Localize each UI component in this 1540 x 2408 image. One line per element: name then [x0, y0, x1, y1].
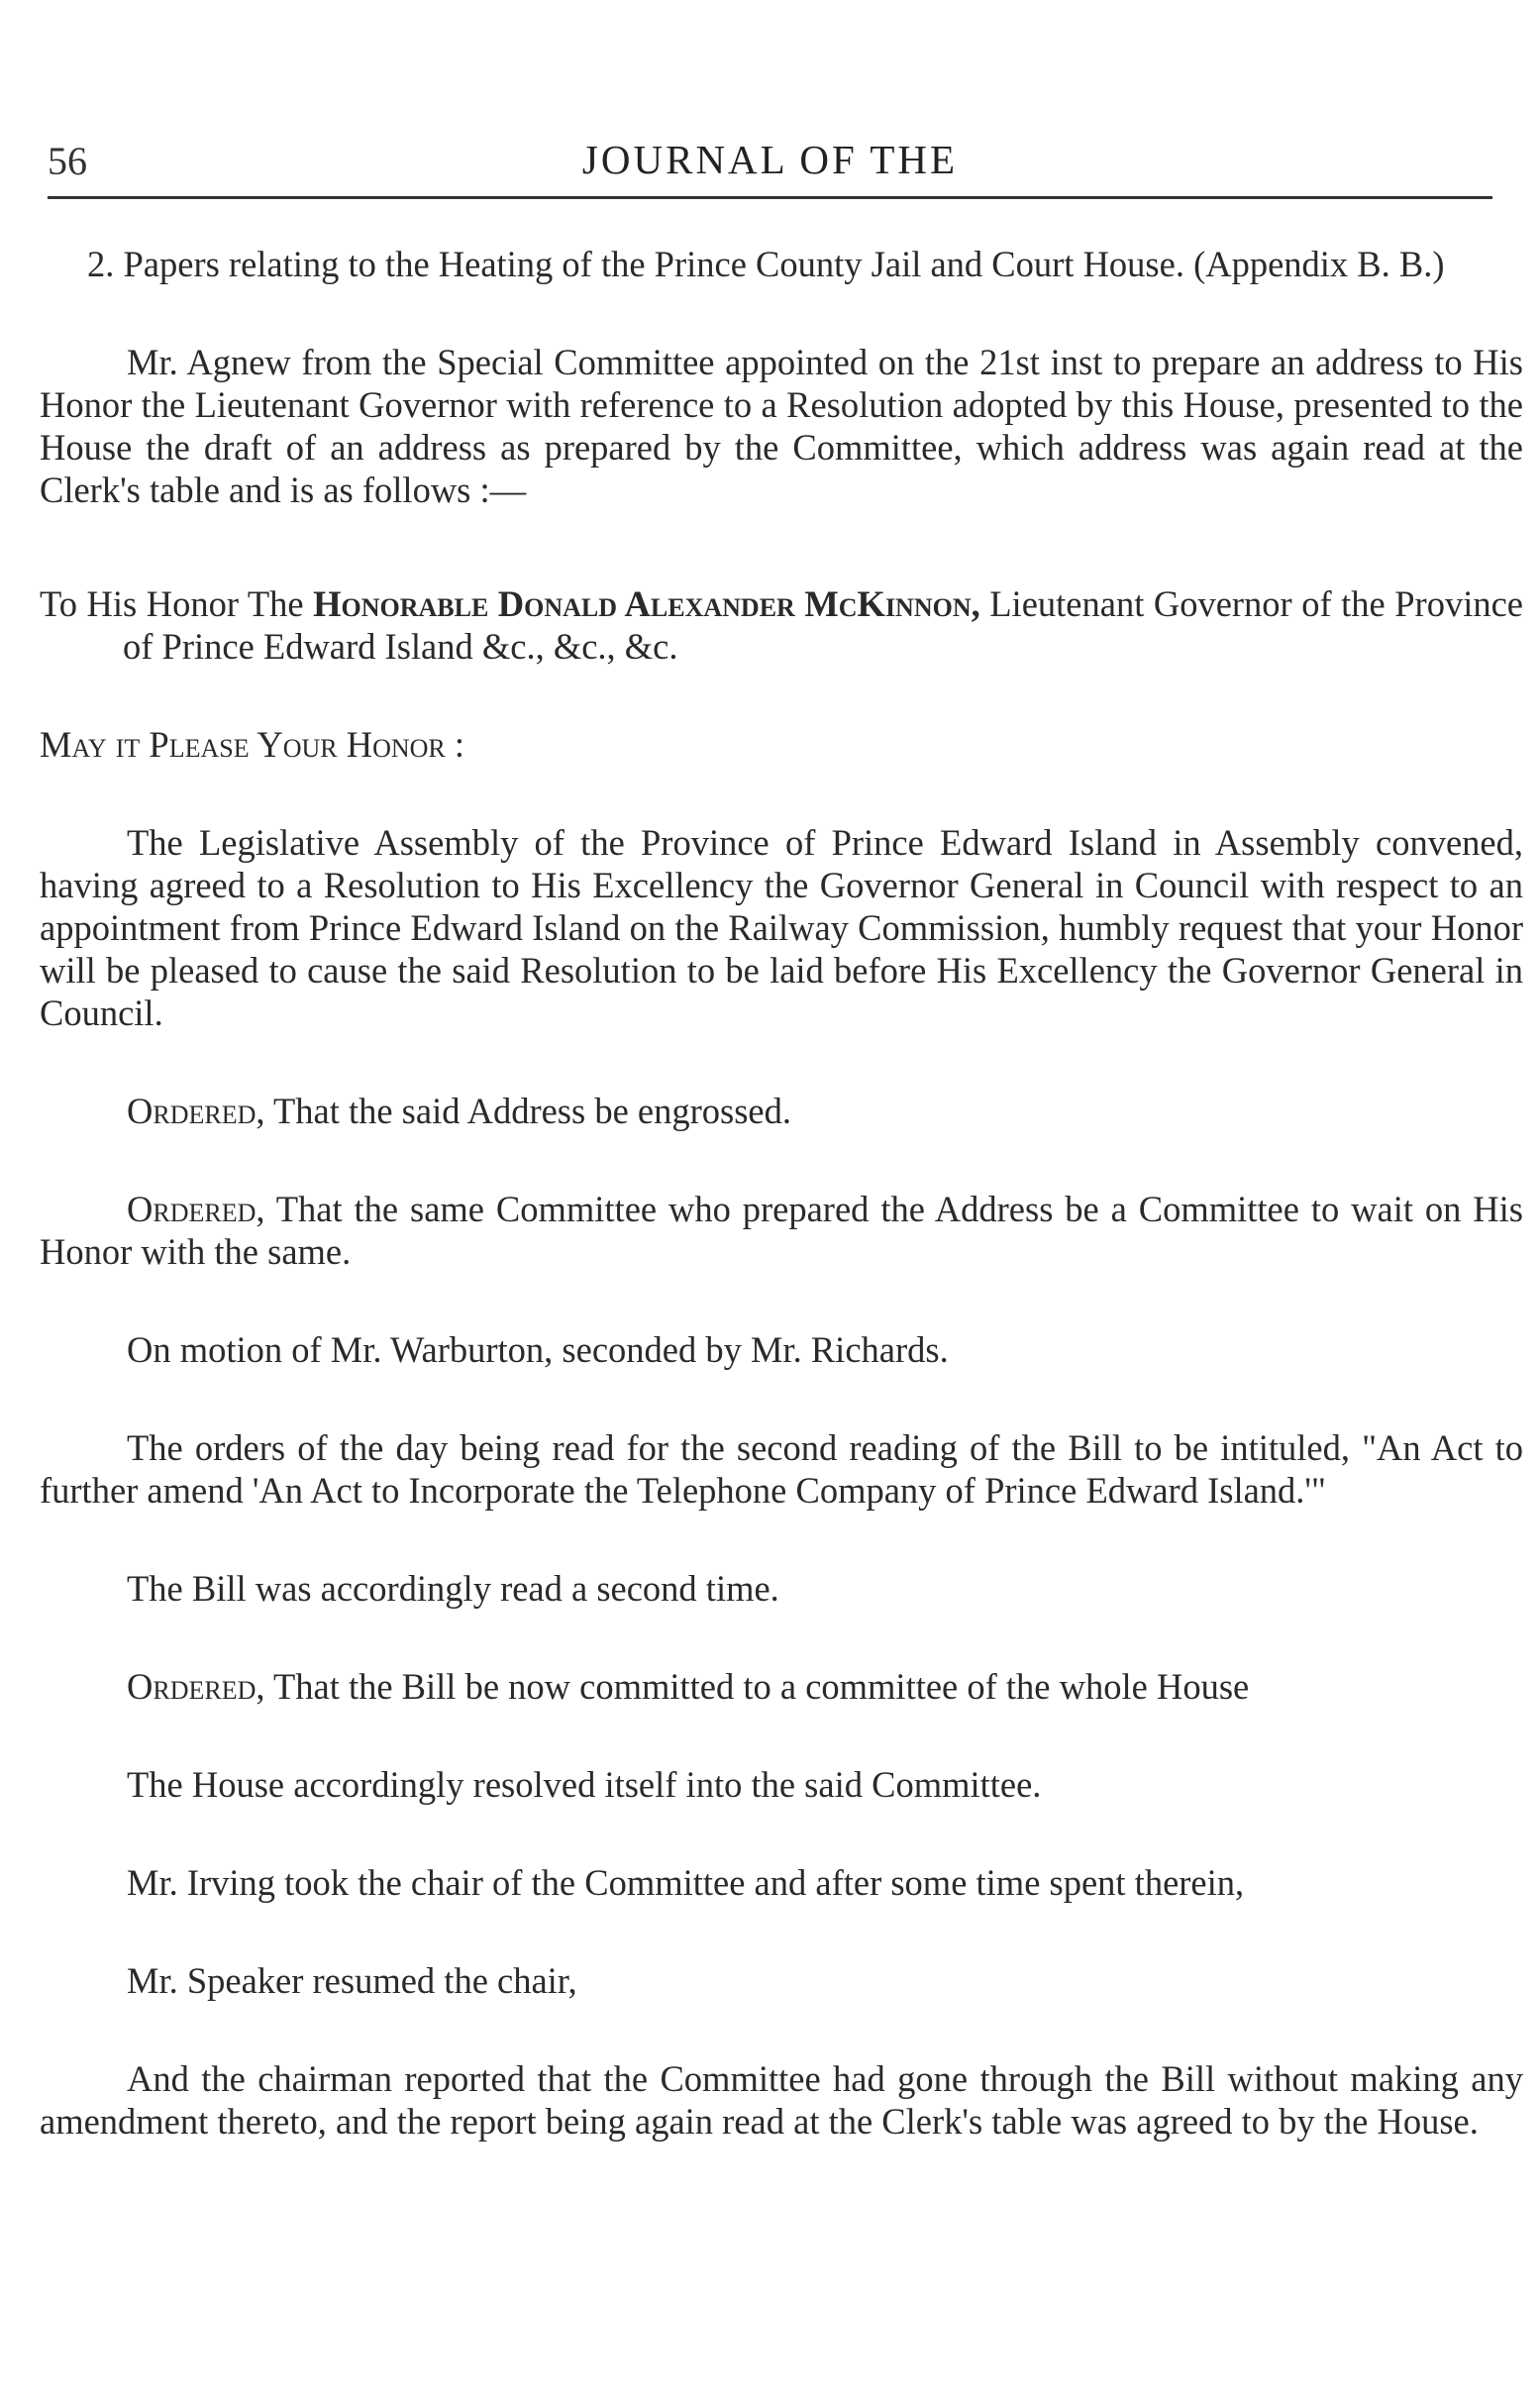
ordered-text: That the same Committee who prepared the Address be a Committee to wait on His Honor with the same.: [40, 1189, 1523, 1272]
paragraph-motion: On motion of Mr. Warburton, seconded by Mr. Richards.: [127, 1329, 949, 1370]
paragraph-ordered-engrossed: [40, 1090, 1523, 1132]
paragraph-ordered-committee: [40, 1188, 1523, 1273]
paragraph-ordered-whole-house: [40, 1665, 1523, 1708]
paragraph-speaker-resumed: Mr. Speaker resumed the chair,: [127, 1960, 577, 2001]
paragraph-address-body: The Legislative Assembly of the Province of Prince Edward Island in Assembly convened, having agreed to a Resolution to His Excellency the Governor General in Council with respect to an appointment from Prince Edward Island on the Railway Commission, humbly request that your Honor will be pleased to cause the said Resolution to be laid before His Excellency the Governor General in Council.: [40, 822, 1523, 1033]
paragraph-second-reading: The orders of the day being read for the second reading of the Bill to be intituled, "An Act to further amend 'An Act to Incorporate the Telephone Company of Prince Edward Island.'": [40, 1427, 1523, 1511]
paragraph-irving-chair: Mr. Irving took the chair of the Committee and after some time spent therein,: [127, 1862, 1245, 1903]
page-header: [48, 124, 1492, 193]
ordered-text: That the Bill be now committed to a committee of the whole House: [264, 1666, 1250, 1707]
paragraph-bill-read: The Bill was accordingly read a second time.: [127, 1568, 779, 1609]
address-prefix: To His Honor The: [40, 583, 314, 624]
running-title: JOURNAL OF THE: [581, 137, 959, 182]
ordered-label: Ordered,: [127, 1189, 265, 1229]
paragraph-resolved: The House accordingly resolved itself into the said Committee.: [127, 1764, 1042, 1805]
paragraph-chairman-report: And the chairman reported that the Committee had gone through the Bill without making any amendment thereto, and the report being again read at the Clerk's table was agreed to by the House.: [40, 2058, 1523, 2142]
ordered-label: Ordered,: [127, 1091, 265, 1131]
lieutenant-governor-name: Honorable Donald Alexander McKinnon,: [313, 583, 980, 624]
paragraph-agnew-report: Mr. Agnew from the Special Committee appointed on the 21st inst to prepare an address to His Honor the Lieutenant Governor with reference to a Resolution adopted by this House, presented to the House the draft of an address as prepared by the Committee, which address was again read at the Clerk's table and is as follows :—: [40, 342, 1523, 510]
address-suffix: Lieutenant Governor of the Province of Prince Edward Island &c., &c., &c.: [123, 583, 1523, 667]
salutation: May it Please Your Honor :: [40, 724, 465, 765]
ordered-text: That the said Address be engrossed.: [264, 1091, 791, 1131]
ordered-label: Ordered,: [127, 1666, 265, 1707]
address-recipient: [40, 582, 1523, 668]
header-rule: [48, 196, 1492, 199]
page-number: 56: [48, 139, 87, 183]
paragraph-papers-item: 2. Papers relating to the Heating of the Prince County Jail and Court House. (Appendix B. B.): [87, 244, 1445, 284]
page-body: [40, 243, 1523, 2143]
